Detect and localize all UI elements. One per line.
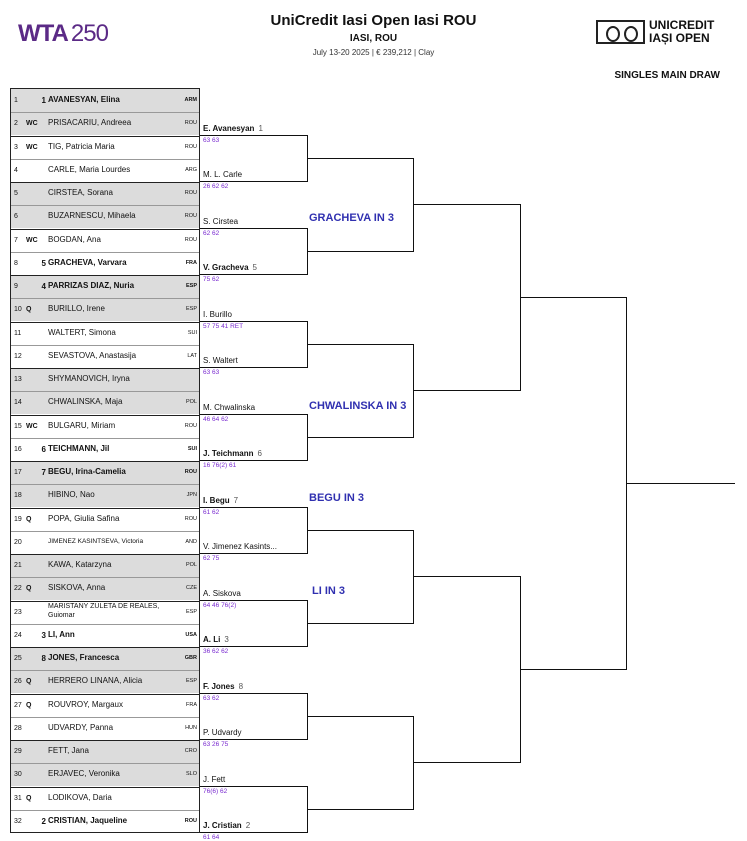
row-divider	[11, 136, 199, 137]
draw-position: 16	[14, 445, 22, 453]
draw-position: 12	[14, 352, 22, 360]
row-divider	[11, 694, 199, 695]
round2-player-seed: 5	[252, 263, 257, 272]
draw-position: 20	[14, 538, 22, 546]
player-name: BUZARNESCU, Mihaela	[48, 211, 136, 221]
round2-player-name: A. Siskova	[203, 588, 241, 598]
round2-score: 63 63	[203, 369, 220, 376]
round2-player-name: I. Begu	[203, 495, 230, 505]
entry-tag: WC	[26, 143, 38, 151]
draw-position: 1	[14, 97, 18, 104]
draw-position: 5	[14, 190, 18, 197]
player-name: KAWA, Katarzyna	[48, 560, 112, 569]
wta-logo-text: WTA	[18, 20, 68, 47]
seed-number: 3	[41, 630, 46, 640]
draw-position: 25	[14, 655, 22, 662]
round2-player-name: V. Jimenez Kasints...	[203, 542, 277, 551]
player-country: SUI	[187, 445, 197, 452]
player-row	[11, 205, 199, 228]
row-divider	[11, 624, 199, 625]
round2-score: 16 76(2) 61	[203, 462, 237, 469]
round2-score: 76(6) 62	[203, 787, 228, 795]
player-row	[11, 554, 199, 577]
player-name: BURILLO, Irene	[48, 304, 105, 314]
player-name: AVANESYAN, Elina	[48, 95, 120, 104]
round2-player	[203, 728, 242, 737]
player-country: ROU	[184, 817, 197, 824]
draw-position: 19	[14, 515, 22, 523]
player-row	[11, 89, 199, 112]
draw-position: 13	[14, 376, 22, 383]
round2-player-name: A. Li	[203, 635, 221, 644]
draw-position: 10	[14, 306, 22, 314]
draw-position: 17	[14, 469, 22, 476]
player-row	[11, 159, 199, 182]
player-row	[11, 136, 199, 159]
player-country: POL	[185, 399, 197, 406]
player-country: ARG	[185, 166, 197, 173]
round2-score: 63 63	[203, 136, 220, 144]
row-divider	[11, 345, 199, 346]
round2-player	[203, 263, 257, 272]
wta-logo-number: 250	[70, 20, 108, 47]
row-divider	[11, 205, 199, 206]
draw-position: 29	[14, 748, 22, 755]
seed-number: 7	[41, 468, 46, 477]
round2-player-seed: 3	[224, 635, 229, 644]
player-name: WALTERT, Simona	[48, 327, 116, 337]
entry-tag: WC	[26, 422, 38, 430]
player-row	[11, 531, 199, 554]
row-divider	[11, 601, 199, 602]
bracket-connector-sf	[413, 204, 521, 391]
draw-position: 2	[14, 120, 18, 128]
player-name: CARLE, Maria Lourdes	[48, 164, 131, 174]
draw-position: 3	[14, 143, 18, 151]
player-name: UDVARDY, Panna	[48, 722, 114, 732]
entry-tag: Q	[26, 678, 32, 686]
round2-player	[203, 496, 238, 505]
player-country: LAT	[187, 352, 197, 359]
row-divider	[11, 554, 199, 555]
player-row	[11, 229, 199, 252]
player-name: BEGU, Irina-Camelia	[48, 467, 126, 476]
player-name: SHYMANOVICH, Iryna	[48, 374, 130, 383]
entry-tag: Q	[26, 306, 32, 314]
round2-player-name: J. Cristian	[203, 821, 242, 830]
round2-player-name: E. Avanesyan	[203, 123, 255, 133]
draw-position: 23	[14, 608, 22, 616]
player-country: GBR	[184, 655, 197, 661]
player-name: ERJAVEC, Veronika	[48, 769, 120, 779]
player-name: JONES, Francesca	[48, 653, 120, 662]
draw-position: 30	[14, 771, 22, 779]
draw-position: 7	[14, 236, 18, 244]
entry-tag: Q	[26, 585, 32, 593]
entry-tag: WC	[26, 236, 38, 244]
row-divider	[11, 647, 199, 648]
row-divider	[11, 670, 199, 671]
seed-number: 6	[41, 444, 46, 454]
player-name: CRISTIAN, Jaqueline	[48, 815, 128, 825]
player-name: MARISTANY ZULETA DE REALES, Guiomar	[48, 602, 160, 619]
round2-score: 63 62	[203, 694, 220, 702]
player-country: CRO	[184, 748, 197, 754]
round2-player-name: V. Gracheva	[203, 263, 249, 272]
seed-number: 1	[41, 96, 46, 105]
player-row	[11, 182, 199, 205]
player-country: USA	[185, 631, 197, 638]
player-country: SLO	[185, 771, 197, 778]
draw-position: 14	[14, 399, 22, 407]
player-country: ROU	[184, 515, 197, 522]
draw-position: 27	[14, 701, 22, 709]
row-divider	[11, 182, 199, 183]
round2-player	[203, 635, 229, 644]
draw-position: 15	[14, 422, 22, 430]
round2-player-seed: 8	[238, 681, 244, 691]
seed-number: 8	[41, 654, 46, 663]
wta-logo	[18, 20, 108, 48]
entry-tag: WC	[26, 120, 38, 128]
player-row	[11, 322, 199, 345]
draw-position: 21	[14, 562, 22, 569]
round2-score: 62 62	[203, 229, 220, 237]
draw-position: 18	[14, 492, 22, 500]
round2-player-name: J. Fett	[203, 774, 226, 784]
round2-player-name: M. L. Carle	[203, 170, 243, 179]
round2-score: 64 46 76(2)	[203, 601, 237, 609]
player-row	[11, 461, 199, 484]
prediction-label: GRACHEVA IN 3	[309, 212, 394, 224]
bracket-connector-final	[520, 297, 627, 670]
player-country: ROU	[184, 422, 197, 429]
row-divider	[11, 461, 199, 462]
draw-position: 31	[14, 794, 22, 802]
prediction-label: CHWALINSKA IN 3	[309, 400, 407, 412]
player-name: TIG, Patricia Maria	[48, 141, 115, 151]
tournament-details: July 13-20 2025 | € 239,212 | Clay	[312, 48, 435, 57]
player-name: HERRERO LINANA, Alicia	[48, 676, 143, 686]
row-divider	[11, 577, 199, 578]
entry-tag: Q	[26, 794, 32, 802]
bracket-connector-qf	[307, 530, 414, 624]
player-country: CZE	[186, 585, 197, 592]
player-name: HIBINO, Nao	[48, 490, 95, 500]
player-row	[11, 717, 199, 740]
player-country: ROU	[184, 236, 197, 243]
row-divider	[11, 252, 199, 253]
round2-score: 46 64 62	[203, 415, 229, 423]
entry-tag: Q	[26, 515, 32, 523]
bracket-connector-qf	[307, 716, 414, 810]
draw-position: 8	[14, 259, 18, 267]
round2-player-name: S. Waltert	[203, 356, 238, 365]
draw-label: SINGLES MAIN DRAW	[614, 70, 720, 81]
seed-number: 4	[41, 282, 46, 291]
player-country: ESP	[185, 306, 197, 313]
player-country: JPN	[186, 492, 197, 499]
player-row	[11, 391, 199, 414]
player-name: LODIKOVA, Daria	[48, 792, 112, 802]
player-country: AND	[185, 538, 197, 545]
tournament-title: UniCredit Iasi Open Iasi ROU	[270, 12, 477, 29]
round2-player-seed: 1	[258, 123, 263, 133]
player-country: FRA	[186, 701, 197, 708]
row-divider	[11, 787, 199, 788]
round2-player	[203, 124, 263, 133]
seed-number: 5	[41, 258, 46, 268]
round2-player-name: J. Teichmann	[203, 449, 254, 458]
round2-player-seed: 2	[245, 821, 251, 830]
round2-score: 62 75	[203, 555, 220, 562]
player-row	[11, 252, 199, 275]
round2-score: 63 26 75	[203, 741, 229, 748]
player-country: FRA	[185, 259, 197, 266]
player-name: PARRIZAS DIAZ, Nuria	[48, 281, 135, 290]
round2-score: 61 62	[203, 508, 220, 516]
round2-player-name: P. Udvardy	[203, 728, 242, 737]
player-country: ESP	[185, 678, 197, 685]
draw-position: 32	[14, 817, 22, 825]
player-row	[11, 624, 199, 647]
player-name: CHWALINSKA, Maja	[48, 397, 123, 407]
player-row	[11, 415, 199, 438]
player-row	[11, 763, 199, 786]
player-country: ROU	[184, 213, 197, 220]
bracket-connector-qf	[307, 158, 414, 252]
draw-position: 24	[14, 631, 22, 639]
player-row	[11, 787, 199, 810]
row-divider	[11, 322, 199, 323]
round2-player	[203, 217, 238, 226]
prediction-label: BEGU IN 3	[309, 492, 365, 504]
player-name: SEVASTOVA, Anastasija	[48, 350, 137, 360]
player-name: SISKOVA, Anna	[48, 583, 106, 593]
player-row	[11, 438, 199, 461]
player-country: ROU	[184, 120, 197, 127]
round2-player	[203, 403, 255, 412]
champion-line	[626, 483, 735, 484]
round2-score: 57 75 41 RET	[203, 322, 244, 330]
sponsor-line-1: UNICREDIT	[649, 18, 715, 32]
player-row	[11, 484, 199, 507]
seed-number: 2	[41, 816, 46, 826]
round2-player-name: F. Jones	[203, 681, 235, 691]
row-divider	[11, 531, 199, 532]
round2-player	[203, 589, 241, 598]
entry-tag: Q	[26, 701, 32, 709]
player-name: BOGDAN, Ana	[48, 234, 101, 244]
player-row	[11, 275, 199, 298]
round2-player	[203, 310, 232, 319]
round2-score: 61 64	[203, 834, 220, 841]
draw-position: 22	[14, 585, 22, 593]
player-row	[11, 368, 199, 391]
player-row	[11, 810, 199, 833]
player-country: ROU	[184, 469, 197, 475]
player-name: JIMENEZ KASINTSEVA, Victoria	[48, 537, 144, 545]
row-divider	[11, 391, 199, 392]
row-divider	[11, 368, 199, 369]
player-row	[11, 647, 199, 670]
row-divider	[11, 275, 199, 276]
row-divider	[11, 508, 199, 509]
row-divider	[11, 415, 199, 416]
round2-player	[203, 682, 243, 691]
tournament-location: IASI, ROU	[349, 33, 398, 44]
sponsor-emblem-icon	[596, 20, 645, 44]
sponsor-line-2: IAȘI OPEN	[649, 31, 710, 45]
row-divider	[11, 810, 199, 811]
row-divider	[11, 159, 199, 160]
player-country: ROU	[184, 190, 197, 196]
player-country: ESP	[185, 283, 197, 289]
row-divider	[11, 229, 199, 230]
player-name: PRISACARIU, Andreea	[48, 118, 132, 128]
draw-position: 6	[14, 213, 18, 221]
player-name: BULGARU, Miriam	[48, 420, 116, 430]
row-divider	[11, 438, 199, 439]
round2-player	[203, 449, 262, 458]
round2-player-name: S. Cirstea	[203, 216, 239, 226]
draw-position: 9	[14, 283, 18, 290]
draw-position: 26	[14, 678, 22, 686]
player-country: POL	[185, 562, 197, 568]
player-row	[11, 508, 199, 531]
bracket-connector-sf	[413, 576, 521, 763]
round2-player-name: M. Chwalinska	[203, 402, 256, 412]
round2-player	[203, 542, 277, 551]
round2-player	[203, 775, 225, 784]
row-divider	[11, 484, 199, 485]
player-name: FETT, Jana	[48, 746, 89, 755]
player-country: ARM	[184, 97, 197, 103]
round2-player-seed: 6	[257, 449, 262, 458]
player-row	[11, 601, 199, 624]
player-row	[11, 298, 199, 321]
round2-player	[203, 170, 242, 179]
draw-position: 11	[14, 329, 22, 337]
round2-score: 75 62	[203, 276, 220, 283]
player-country: ESP	[185, 608, 197, 615]
round2-player-name: I. Burillo	[203, 309, 232, 319]
player-name: LI, Ann	[48, 629, 75, 639]
bracket-connector-qf	[307, 344, 414, 438]
draw-position: 4	[14, 166, 18, 174]
row-divider	[11, 298, 199, 299]
round2-player	[203, 821, 250, 830]
round2-player	[203, 356, 238, 365]
player-name: POPA, Giulia Safina	[48, 513, 120, 523]
player-row	[11, 670, 199, 693]
round2-player-seed: 7	[233, 495, 239, 505]
player-row	[11, 577, 199, 600]
player-row	[11, 740, 199, 763]
player-name: ROUVROY, Margaux	[48, 699, 123, 709]
player-row	[11, 345, 199, 368]
row-divider	[11, 112, 199, 113]
round2-score: 26 62 62	[203, 183, 229, 190]
row-divider	[11, 740, 199, 741]
player-name: GRACHEVA, Varvara	[48, 257, 127, 267]
player-country: HUN	[185, 724, 197, 731]
player-name: TEICHMANN, Jil	[48, 443, 110, 453]
row-divider	[11, 717, 199, 718]
round2-score: 36 62 62	[203, 648, 229, 655]
draw-position: 28	[14, 724, 22, 732]
player-row	[11, 694, 199, 717]
player-country: SUI	[187, 329, 197, 336]
player-row	[11, 112, 199, 135]
prediction-label: LI IN 3	[312, 585, 346, 597]
player-country: ROU	[184, 143, 197, 150]
player-name: CIRSTEA, Sorana	[48, 188, 113, 197]
row-divider	[11, 763, 199, 764]
